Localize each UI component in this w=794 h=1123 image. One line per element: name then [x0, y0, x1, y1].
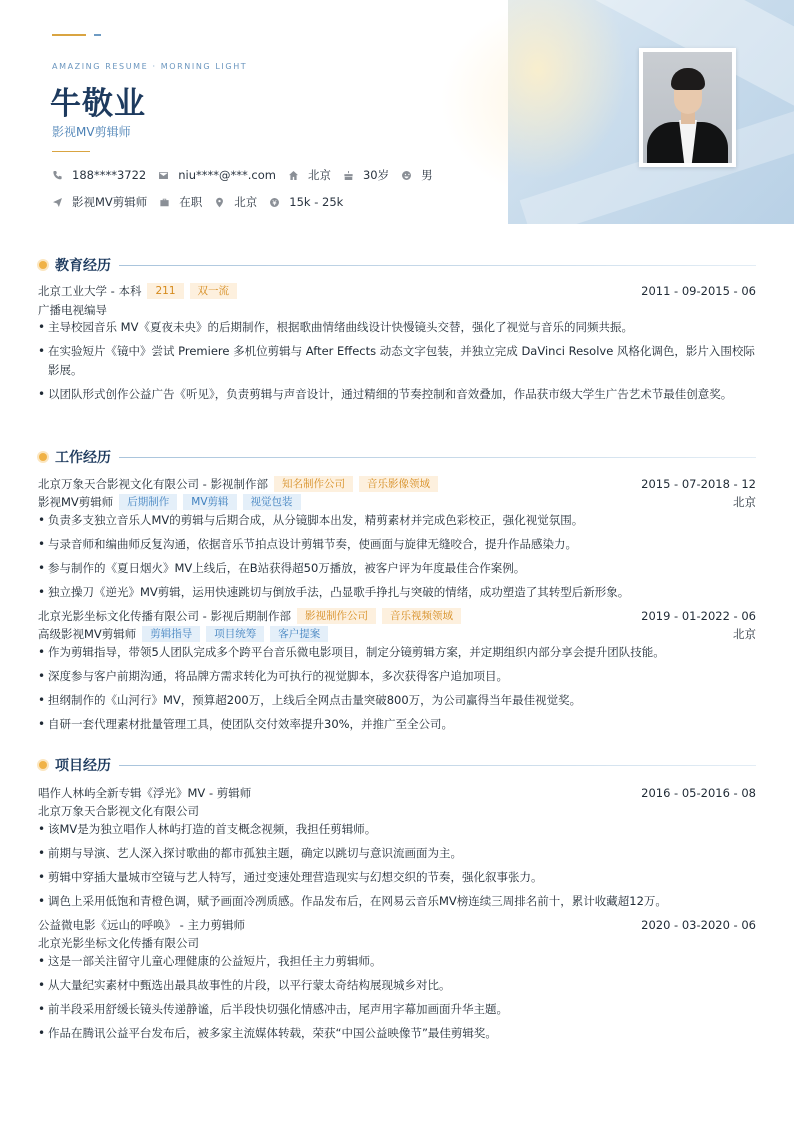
avatar	[643, 52, 732, 163]
work-bullets	[38, 511, 756, 607]
list-item: • 前期与导演、艺人深入探讨歌曲的都市孤独主题，确定以跳切与意识流画面为主。	[38, 844, 756, 863]
smile-icon	[401, 170, 412, 181]
work-header	[38, 476, 756, 492]
school-name: 北京工业大学 - 本科	[38, 284, 142, 298]
education-date: 2011 - 09-2015 - 06	[641, 284, 756, 298]
briefcase-icon	[159, 197, 170, 208]
age-text: 30岁	[362, 168, 390, 182]
phone-icon	[52, 170, 63, 181]
education-major-line	[38, 302, 756, 318]
divider	[52, 151, 90, 152]
section-rule	[119, 457, 756, 458]
list-item: • 担纲制作的《山河行》MV，预算超200万，上线后全网点击量突破800万，为公司赢得当年最佳视觉奖。	[38, 691, 756, 710]
project-org-line	[38, 803, 756, 819]
list-item: • 负责多支独立音乐人MV的剪辑与后期合成，从分镜脚本出发，精剪素材并完成色彩校正，强化视觉氛围。	[38, 511, 756, 530]
list-item: • 独立操刀《逆光》MV剪辑，运用快速跳切与倒放手法，凸显歌手挣扎与突破的情绪，成功塑造了其转型后新形象。	[38, 583, 756, 602]
company-tag: 影视制作公司	[297, 608, 376, 624]
section-dot-icon	[39, 453, 47, 461]
gender-text: 男	[421, 168, 433, 182]
list-item: • 作为剪辑指导，带领5人团队完成多个跨平台音乐微电影项目，制定分镜剪辑方案，并定期组织内部分享会提升团队技能。	[38, 643, 756, 662]
avatar-hair	[671, 68, 705, 90]
list-item: • 深度参与客户前期沟通，将品牌方需求转化为可执行的视觉脚本，多次获得客户追加项目。	[38, 667, 756, 686]
company-tag: 音乐视频领域	[382, 608, 461, 624]
role-tag: 后期制作	[119, 494, 177, 510]
resume-tagline: AMAZING RESUME · MORNING LIGHT	[52, 62, 248, 71]
cake-icon	[343, 170, 354, 181]
role-tag: 客户提案	[270, 626, 328, 642]
project-title: 公益微电影《远山的呼唤》 - 主力剪辑师	[38, 918, 245, 932]
intent-salary-text: 15k - 25k	[289, 195, 344, 209]
school-tag: 211	[147, 283, 183, 299]
contact-email	[158, 168, 276, 182]
intent-position	[52, 194, 147, 210]
school-tag: 双一流	[190, 283, 238, 299]
section-dot-icon	[39, 261, 47, 269]
accent-line-blue	[94, 34, 101, 36]
work-bullets	[38, 643, 756, 739]
project-bullets	[38, 952, 756, 1048]
project-header	[38, 785, 756, 801]
project-org: 北京万象天合影视文化有限公司	[38, 804, 199, 818]
role-tag: 剪辑指导	[142, 626, 200, 642]
project-org-line	[38, 935, 756, 951]
contact-gender	[401, 167, 433, 183]
role-name: 影视MV剪辑师	[38, 495, 114, 509]
section-title: 项目经历	[55, 758, 111, 774]
list-item: • 自研一套代理素材批量管理工具，使团队交付效率提升30%，并推广至全公司。	[38, 715, 756, 734]
list-item: • 前半段采用舒缓长镜头传递静谧，后半段快切强化情感冲击，尾声用字幕加画面升华主题。	[38, 1000, 756, 1019]
location-pin-icon	[214, 197, 225, 208]
role-tag: MV剪辑	[183, 494, 236, 510]
hero-glow	[508, 0, 628, 180]
contact-age	[343, 167, 389, 183]
company-tag: 音乐影像领域	[359, 476, 438, 492]
list-item: • 作品在腾讯公益平台发布后，被多家主流媒体转载，荣获“中国公益映像节”最佳剪辑奖。	[38, 1024, 756, 1043]
contact-city	[288, 167, 331, 183]
section-education	[38, 255, 756, 275]
work-date: 2019 - 01-2022 - 06	[641, 609, 756, 623]
candidate-name: 牛敬业	[50, 86, 146, 122]
intent-salary	[269, 195, 343, 209]
company-name: 北京光影坐标文化传播有限公司 - 影视后期制作部	[38, 609, 291, 623]
phone-text: 188****3722	[72, 168, 147, 182]
list-item: • 参与制作的《夏日烟火》MV上线后，在B站获得超50万播放，被客户评为年度最佳合作案例。	[38, 559, 756, 578]
work-city: 北京	[733, 495, 756, 509]
intent-position-text: 影视MV剪辑师	[72, 195, 148, 209]
project-date: 2020 - 03-2020 - 06	[641, 918, 756, 932]
intent-status-text: 在职	[179, 195, 203, 209]
project-date: 2016 - 05-2016 - 08	[641, 786, 756, 800]
role-name: 高级影视MV剪辑师	[38, 627, 137, 641]
list-item: • 调色上采用低饱和青橙色调，赋予画面冷冽质感。作品发布后，在网易云音乐MV榜连续三周排名前十，累计收藏超12万。	[38, 892, 756, 911]
home-icon	[288, 170, 299, 181]
education-bullets	[38, 318, 756, 409]
role-tag: 视觉包装	[243, 494, 301, 510]
list-item: • 这是一部关注留守儿童心理健康的公益短片，我担任主力剪辑师。	[38, 952, 756, 971]
project-org: 北京光影坐标文化传播有限公司	[38, 936, 199, 950]
list-item: • 与录音师和编曲师反复沟通，依据音乐节拍点设计剪辑节奏，使画面与旋律无缝咬合，提升作品感染力。	[38, 535, 756, 554]
list-item: • 在实验短片《镜中》尝试 Premiere 多机位剪辑与 After Effects 动态文字包装，并独立完成 DaVinci Resolve 风格化调色，影片入围校际影展。	[38, 342, 756, 380]
work-city: 北京	[733, 627, 756, 641]
list-item: • 剪辑中穿插大量城市空镜与艺人特写，通过变速处理营造现实与幻想交织的节奏，强化叙事张力。	[38, 868, 756, 887]
work-date: 2015 - 07-2018 - 12	[641, 477, 756, 491]
profile-photo	[639, 48, 736, 167]
education-header	[38, 283, 756, 299]
job-intent-row	[52, 194, 355, 210]
role-tag: 项目统筹	[206, 626, 264, 642]
list-item: • 该MV是为独立唱作人林屿打造的首支概念视频，我担任剪辑师。	[38, 820, 756, 839]
send-icon	[52, 197, 63, 208]
work-role-line	[38, 494, 756, 510]
company-name: 北京万象天合影视文化有限公司 - 影视制作部	[38, 477, 268, 491]
section-work	[38, 447, 756, 467]
project-title: 唱作人林屿全新专辑《浮光》MV - 剪辑师	[38, 786, 252, 800]
contact-phone	[52, 168, 146, 182]
list-item: • 以团队形式创作公益广告《听见》，负责剪辑与声音设计，通过精细的节奏控制和音效叠加，作品获市级大学生广告艺术节最佳创意奖。	[38, 385, 756, 404]
section-dot-icon	[39, 761, 47, 769]
list-item: • 从大量纪实素材中甄选出最具故事性的片段，以平行蒙太奇结构展现城乡对比。	[38, 976, 756, 995]
email-text: niu****@***.com	[178, 168, 276, 182]
accent-line-gold	[52, 34, 86, 36]
section-rule	[119, 765, 756, 766]
city-text: 北京	[307, 168, 331, 182]
intent-status	[159, 194, 202, 210]
list-item: • 主导校园音乐 MV《夏夜未央》的后期制作，根据歌曲情绪曲线设计快慢镜头交替，强化了视觉与音乐的同频共振。	[38, 318, 756, 337]
work-header	[38, 608, 756, 624]
contact-row	[52, 167, 445, 183]
project-bullets	[38, 820, 756, 916]
company-tag: 知名制作公司	[274, 476, 353, 492]
money-icon	[269, 197, 280, 208]
section-title: 教育经历	[55, 258, 111, 274]
job-title: 影视MV剪辑师	[52, 125, 131, 139]
major-name: 广播电视编导	[38, 303, 107, 317]
section-title: 工作经历	[55, 450, 111, 466]
mail-icon	[158, 170, 169, 181]
work-role-line	[38, 626, 756, 642]
intent-city	[214, 194, 257, 210]
intent-city-text: 北京	[234, 195, 258, 209]
section-rule	[119, 265, 756, 266]
section-projects	[38, 755, 756, 775]
project-header	[38, 917, 756, 933]
